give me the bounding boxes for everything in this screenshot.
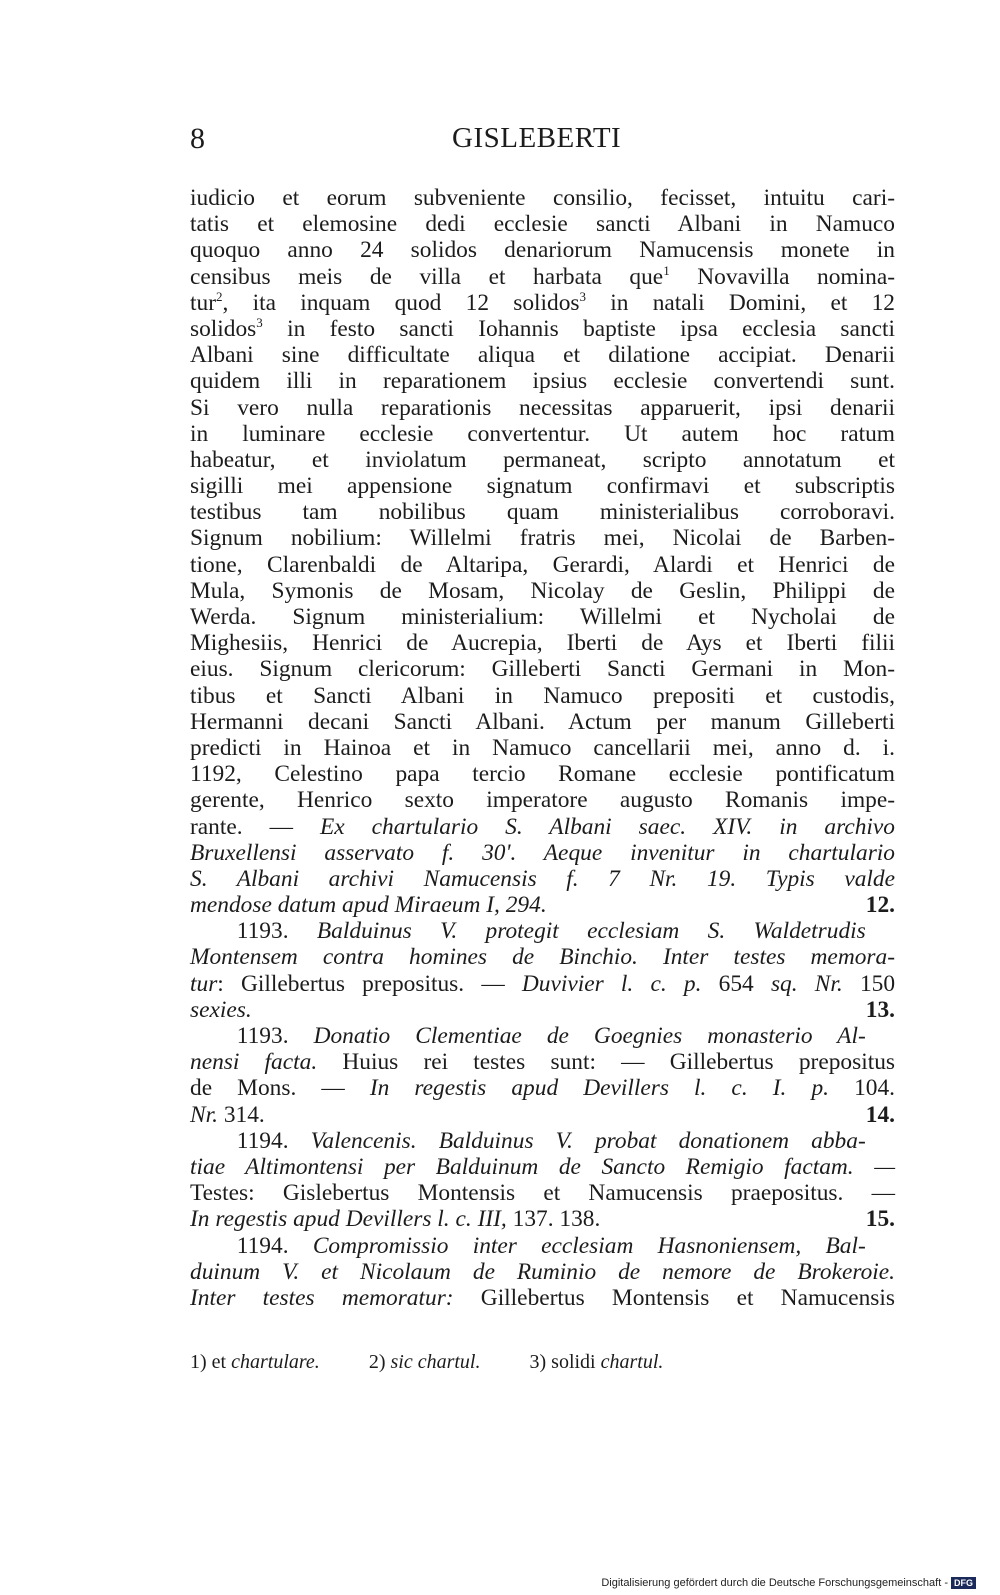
footnote-ref: 3 xyxy=(256,314,263,330)
running-title: GISLEBERTI xyxy=(452,122,622,154)
footnote-2: 2) sic chartul. xyxy=(368,1351,481,1373)
digitization-notice xyxy=(601,1577,976,1589)
text-line: quidem illi in reparationem ipsius ecclesie convertendi sunt. xyxy=(190,368,895,395)
page-header xyxy=(190,122,895,162)
page-number: 8 xyxy=(190,122,205,155)
entry-14: 1193. Donatio Clementiae de Goegnies monasterio Al- xyxy=(236,1023,866,1049)
text-line: in luminare ecclesie convertentur. Ut autem hoc ratum xyxy=(190,420,895,447)
text-line: S. Albani archivi Namucensis f. 7 Nr. 19. Typis valde xyxy=(190,865,895,892)
footnotes xyxy=(190,1350,895,1374)
footnote-ref: 3 xyxy=(579,288,587,304)
text-line: tatis et elemosine dedi ecclesie sancti Albani in Namuco xyxy=(190,211,895,238)
footnote-1: 1) et chartulare. xyxy=(190,1351,320,1373)
text-line: Mula, Symonis de Mosam, Nicolay de Geslin, Philippi de xyxy=(190,577,895,604)
text-line: habeatur, et inviolatum permaneat, scripto annotatum et xyxy=(190,446,895,473)
text-line: 1192, Celestino papa tercio Romane ecclesie pontificatum xyxy=(190,761,895,788)
text-line: Inter testes memoratur: Gillebertus Montensis et Namucensis xyxy=(190,1284,896,1311)
text-line: gerente, Henrico sexto imperatore augusto Romanis impe- xyxy=(190,787,895,814)
text-line: tur: Gillebertus prepositus. — Duvivier l. c. p. 654 sq. Nr. 150 xyxy=(190,970,896,997)
text-line: tione, Clarenbaldi de Altaripa, Gerardi, Alardi et Henrici de xyxy=(190,551,895,578)
body-text xyxy=(190,185,895,1311)
text-line: rante. — Ex chartulario S. Albani saec. XIV. in archivo xyxy=(190,813,895,840)
digitization-text: Digitalisierung gefördert durch die Deutsche Forschungsgemeinschaft - xyxy=(601,1576,948,1589)
text-line: Albani sine difficultate aliqua et dilatione accipiat. Denarii xyxy=(190,342,895,369)
footnote-3: 3) solidi chartul. xyxy=(529,1351,664,1373)
text-line: tibus et Sancti Albani in Namuco prepositi et custodis, xyxy=(190,682,895,709)
entry-16: 1194. Compromissio inter ecclesiam Hasnoniensem, Bal- xyxy=(236,1232,866,1259)
text-line: predicti in Hainoa et in Namuco cancellarii mei, anno d. i. xyxy=(190,734,895,761)
entry-13: 1193. Balduinus V. protegit ecclesiam S. Waldetrudis xyxy=(236,918,866,945)
text-line: Signum nobilium: Willelmi fratris mei, Nicolai de Barben- xyxy=(190,525,895,552)
entry-number: 14. xyxy=(865,1101,895,1128)
entry-number: 13. xyxy=(865,996,895,1023)
text-line: eius. Signum clericorum: Gilleberti Sancti Germani in Mon- xyxy=(190,656,895,683)
footnote-ref: 2 xyxy=(215,288,223,304)
text-line: Testes: Gislebertus Montensis et Namucensis praepositus. — xyxy=(190,1180,895,1207)
text-line: censibus meis de villa et harbata que$^1$ Novavilla nomina- xyxy=(190,262,895,290)
text-line: tiae Altimontensi per Balduinum de Sancto Remigio factam. — xyxy=(190,1153,895,1180)
text-line: nensi facta. Huius rei testes sunt: — Gillebertus prepositus xyxy=(190,1049,895,1076)
text-line: Werda. Signum ministerialium: Willelmi et Nycholai de xyxy=(190,604,895,630)
text-line: quoquo anno 24 solidos denariorum Namucensis monete in xyxy=(190,237,895,264)
text-line: solidos$^3$ in festo sancti Iohannis baptiste ipsa ecclesia sancti xyxy=(190,314,895,342)
footnote-ref: 1 xyxy=(663,262,670,278)
text-line: Nr. 314. 14. xyxy=(190,1101,895,1128)
text-line: duinum V. et Nicolaum de Ruminio de nemore de Brokeroie. xyxy=(190,1258,895,1285)
text-line: mendose datum apud Miraeum I, 294. 12. xyxy=(190,892,895,919)
dfg-logo: DFG xyxy=(951,1577,976,1589)
text-line: iudicio et eorum subveniente consilio, fecisset, intuitu cari- xyxy=(190,185,895,211)
text-line: sexies. 13. xyxy=(190,996,895,1023)
text-line: tur$^2$, ita inquam quod 12 solidos$^3$ in natali Domini, et 12 xyxy=(190,288,895,316)
source-citation: Ex chartulario S. Albani saec. XIV. in archivo xyxy=(319,813,895,840)
entry-15: 1194. Valencenis. Balduinus V. probat donationem abba- xyxy=(236,1127,866,1154)
text-line: Montensem contra homines de Binchio. Inter testes memora- xyxy=(190,944,895,971)
text-line: Bruxellensi asservato f. 30'. Aeque invenitur in chartulario xyxy=(190,839,895,866)
text-line: Mighesiis, Henrici de Aucrepia, Iberti de Ays et Iberti filii xyxy=(190,630,895,657)
text-line: Hermanni decani Sancti Albani. Actum per manum Gilleberti xyxy=(190,708,895,735)
text-line: testibus tam nobilibus quam ministerialibus corroboravi. xyxy=(190,499,895,526)
text-line: Si vero nulla reparationis necessitas apparuerit, ipsi denarii xyxy=(190,394,895,421)
text-line: sigilli mei appensione signatum confirmavi et subscriptis xyxy=(190,473,895,500)
text-line: In regestis apud Devillers l. c. III, 137. 138. 15. xyxy=(190,1206,895,1233)
entry-number: 15. xyxy=(865,1206,895,1233)
entry-number: 12. xyxy=(865,892,895,919)
text-line: de Mons. — In regestis apud Devillers l. c. I. p. 104. xyxy=(190,1075,896,1102)
